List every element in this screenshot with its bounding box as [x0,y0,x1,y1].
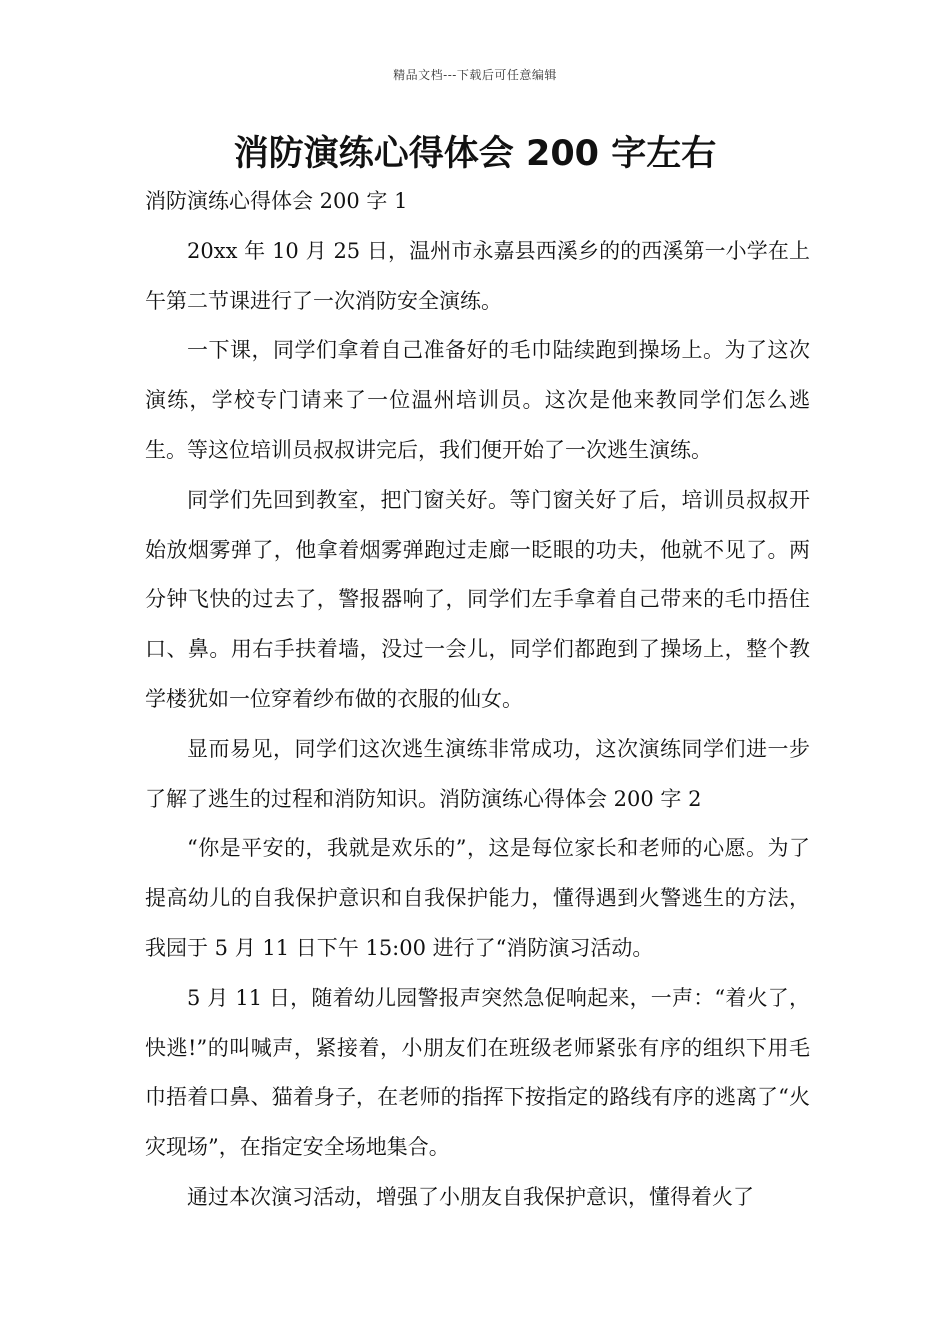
paragraph: 一下课，同学们拿着自己准备好的毛巾陆续跑到操场上。为了这次演练，学校专门请来了一位温州培训员。这次是他来教同学们怎么逃生。等这位培训员叔叔讲完后，我们便开始了一次逃生演练。 [145,338,810,462]
document-title: 消防演练心得体会 200 字左右 [233,134,717,174]
paragraph: 通过本次演习活动，增强了小朋友自我保护意识，懂得着火了 [187,1184,754,1209]
document-body [145,177,810,1223]
header-note: 精品文档---下载后可任意编辑 [393,68,557,82]
section-heading: 消防演练心得体会 200 字 1 [145,189,408,213]
paragraph: “你是平安的，我就是欢乐的”，这是每位家长和老师的心愿。为了提高幼儿的自我保护意识和自我保护能力，懂得遇到火警逃生的方法，我园于 5 月 11 日下午 15:00 进行了“消防演习活动。 [145,836,810,960]
paragraph: 显而易见，同学们这次逃生演练非常成功，这次演练同学们进一步了解了逃生的过程和消防知识。消防演练心得体会 200 字 2 [145,736,810,811]
paragraph: 20xx 年 10 月 25 日，温州市永嘉县西溪乡的的西溪第一小学在上午第二节课进行了一次消防安全演练。 [145,238,810,313]
paragraph: 同学们先回到教室，把门窗关好。等门窗关好了后，培训员叔叔开始放烟雾弹了，他拿着烟雾弹跑过走廊一眨眼的功夫，他就不见了。两分钟飞快的过去了，警报器响了，同学们左手拿着自己带来的毛巾捂住口、鼻。用右手扶着墙，没过一会儿，同学们都跑到了操场上，整个教学楼犹如一位穿着纱布做的衣服的仙女。 [145,487,810,711]
paragraph: 5 月 11 日，随着幼儿园警报声突然急促响起来，一声：“着火了，快逃!”的叫喊声，紧接着，小朋友们在班级老师紧张有序的组织下用毛巾捂着口鼻、猫着身子，在老师的指挥下按指定的路线有序的逃离了“火灾现场”，在指定安全场地集合。 [145,985,810,1160]
